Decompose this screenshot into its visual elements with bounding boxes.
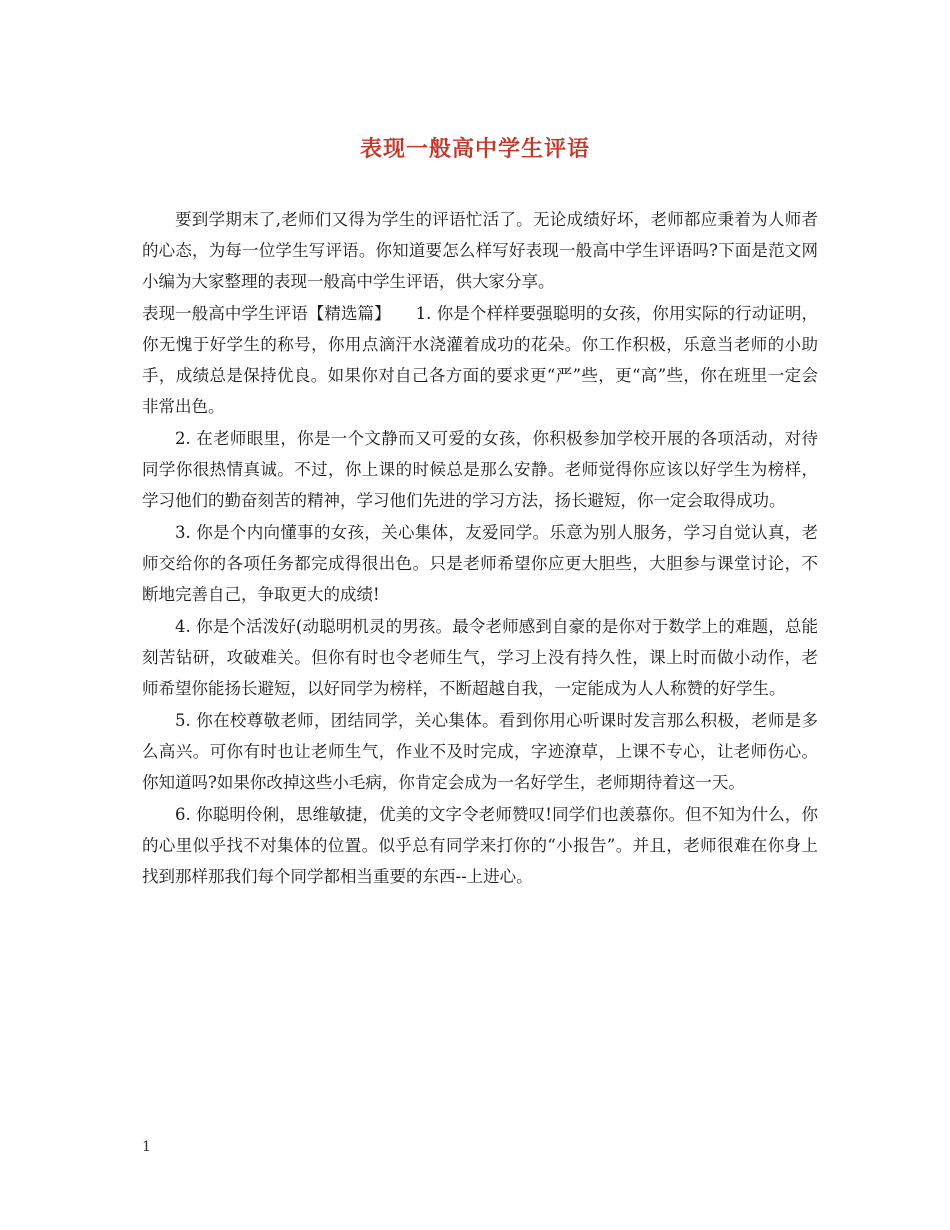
document-body (142, 204, 818, 893)
comment-paragraph-3: 3. 你是个内向懂事的女孩，关心集体，友爱同学。乐意为别人服务，学习自觉认真，老师交给你的各项任务都完成得很出色。只是老师希望你应更大胆些，大胆参与课堂讨论，不断地完善自己，争取更大的成绩! (142, 523, 818, 604)
page-number: 1 (142, 1139, 151, 1155)
intro-paragraph: 要到学期末了,老师们又得为学生的评语忙活了。无论成绩好坏，老师都应秉着为人师者的心态，为每一位学生写评语。你知道要怎么样写好表现一般高中学生评语吗?下面是范文网小编为大家整理的表现一般高中学生评语，供大家分享。 (142, 210, 818, 291)
comment-paragraph-1: 表现一般高中学生评语【精选篇】 1. 你是个样样要强聪明的女孩，你用实际的行动证明，你无愧于好学生的称号，你用点滴汗水浇灌着成功的花朵。你工作积极，乐意当老师的小助手，成绩总是保持优良。如果你对自己各方面的要求更“严”些，更“高”些，你在班里一定会非常出色。 (142, 304, 818, 416)
comment-paragraph-4: 4. 你是个活泼好(动聪明机灵的男孩。最令老师感到自豪的是你对于数学上的难题，总能刻苦钻研，攻破难关。但你有时也令老师生气，学习上没有持久性，课上时而做小动作，老师希望你能扬长避短，以好同学为榜样，不断超越自我，一定能成为人人称赞的好学生。 (142, 617, 818, 698)
comment-paragraph-5: 5. 你在校尊敬老师，团结同学，关心集体。看到你用心听课时发言那么积极，老师是多么高兴。可你有时也让老师生气，作业不及时完成，字迹潦草，上课不专心，让老师伤心。你知道吗?如果你改掉这些小毛病，你肯定会成为一名好学生，老师期待着这一天。 (142, 711, 818, 792)
comment-paragraph-2: 2. 在老师眼里，你是一个文静而又可爱的女孩，你积极参加学校开展的各项活动，对待同学你很热情真诚。不过，你上课的时候总是那么安静。老师觉得你应该以好学生为榜样，学习他们的勤奋刻苦的精神，学习他们先进的学习方法，扬长避短，你一定会取得成功。 (142, 429, 818, 510)
comment-paragraph-6: 6. 你聪明伶俐，思维敏捷，优美的文字令老师赞叹!同学们也羡慕你。但不知为什么，你的心里似乎找不对集体的位置。似乎总有同学来打你的“小报告”。并且，老师很难在你身上找到那样那我们每个同学都相当重要的东西--上进心。 (142, 805, 818, 886)
page-title: 表现一般高中学生评语 (359, 136, 590, 162)
